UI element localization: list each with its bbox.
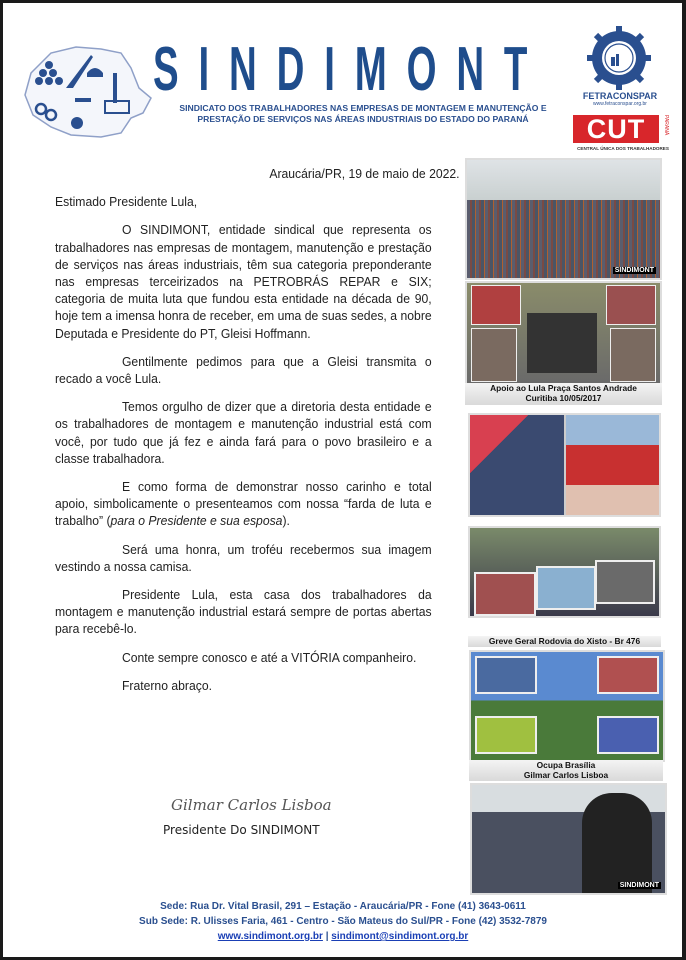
letter-paragraph: Gentilmente pedimos para que a Gleisi transmita o recado a você Lula.	[55, 353, 432, 387]
letter-paragraph: O SINDIMONT, entidade sindical que representa os trabalhadores nas empresas de montagem, manutenção e prestação de serviços nas áreas industriais, têm sua categoria preponderante nas empresas terceirizados na PETROBRÁS REPAR e SIX; categoria de muita luta que fundou esta entidade na década de 90, hoje tem a imensa honra de receber, em uma de suas sedes, a nobre Deputada e Presidente do PT, Gleisi Hoffmann.	[55, 222, 432, 341]
brand-title: SINDIMONT	[153, 35, 548, 104]
photo-collage-greve	[468, 526, 661, 618]
fetraconspar-url: www.fetraconspar.org.br	[593, 101, 647, 107]
photo-collage-praca	[465, 281, 662, 385]
caption-greve: Greve Geral Rodovia do Xisto - Br 476	[468, 636, 661, 647]
letter-greeting: Estimado Presidente Lula,	[55, 194, 198, 210]
letter-paragraph: Fraterno abraço.	[121, 677, 212, 693]
caption-ocupa-brasilia	[469, 760, 663, 781]
parana-map-logo-icon	[21, 43, 153, 141]
letter-page	[3, 3, 682, 957]
photo-collage-ocupa-brasilia	[469, 650, 665, 762]
footer-links	[83, 929, 603, 944]
letter-body	[55, 165, 460, 694]
letter-paragraph: Será uma honra, um troféu recebermos sua imagem vestindo a nossa camisa.	[55, 541, 432, 574]
photo-watermark: SINDIMONT	[619, 882, 659, 889]
letter-paragraph: Conte sempre conosco e até a VITÓRIA companheiro.	[121, 649, 417, 665]
subtitle-line-1: SINDICATO DOS TRABALHADORES NAS EMPRESAS DE MONTAGEM E MANUTENÇÃO E	[179, 103, 547, 113]
letter-paragraph: Presidente Lula, esta casa dos trabalhadores da montagem e manutenção industrial estará sempre de portas abertas para recebê-lo.	[55, 587, 432, 637]
footer	[83, 899, 603, 944]
photo-speaker-crowd	[470, 783, 667, 895]
paragraph-italic: para o Presidente e sua esposa	[110, 513, 283, 529]
website-link[interactable]: www.sindimont.org.br	[217, 931, 323, 942]
cut-subtitle: CENTRAL ÚNICA DOS TRABALHADORES	[577, 146, 669, 151]
brand-subtitle	[153, 103, 573, 125]
letter-date: Araucária/PR, 19 de maio de 2022.	[269, 166, 460, 181]
cut-logo: CUT	[573, 115, 659, 143]
fetraconspar-label: FETRACONSPAR	[582, 91, 658, 101]
photo-crowd-highway	[465, 158, 662, 280]
links-separator: |	[322, 931, 332, 942]
caption-line-1: Apoio ao Lula Praça Santos Andrade	[490, 383, 637, 393]
caption-line-2: Curitiba 10/05/2017	[525, 393, 602, 403]
footer-sede: Sede: Rua Dr. Vital Brasil, 291 – Estação - Araucária/PR - Fone (41) 3643-0611	[160, 901, 526, 912]
photo-selfies	[468, 413, 661, 517]
paragraph-text: E como forma de demonstrar nosso carinho e total apoio, simbolicamente o presenteamos com nossa “farda de luta e trabalho”	[55, 479, 432, 529]
email-link[interactable]: sindimont@sindimont.org.br	[331, 931, 469, 942]
letter-paragraph: Temos orgulho de dizer que a diretoria desta entidade e os trabalhadores de montagem e manutenção industrial está com você, por tudo que já fez e ainda fará para o povo brasileiro e a classe trabalhadora.	[55, 399, 432, 466]
caption-line-1: Ocupa Brasília	[536, 760, 596, 770]
cut-state: PARANÁ	[663, 115, 669, 136]
caption-praca	[465, 383, 662, 405]
letter-paragraph: E como forma de demonstrar nosso carinho e total apoio, simbolicamente o presenteamos com nossa “farda de luta e trabalho” (para o Presidente e sua esposa).	[55, 479, 432, 529]
fetraconspar-gear-icon	[586, 25, 652, 91]
photo-watermark: SINDIMONT	[614, 267, 654, 274]
signature-role: Presidente Do SINDIMONT	[163, 823, 320, 837]
caption-line-2: Gilmar Carlos Lisboa	[523, 770, 609, 780]
signature-name: Gilmar Carlos Lisboa	[171, 796, 332, 814]
footer-sub-sede: Sub Sede: R. Ulisses Faria, 461 - Centro - São Mateus do Sul/PR - Fone (42) 3532-7879	[139, 916, 547, 927]
subtitle-line-2: PRESTAÇÃO DE SERVIÇOS NAS ÁREAS INDUSTRIAIS DO ESTADO DO PARANÁ	[197, 114, 529, 124]
